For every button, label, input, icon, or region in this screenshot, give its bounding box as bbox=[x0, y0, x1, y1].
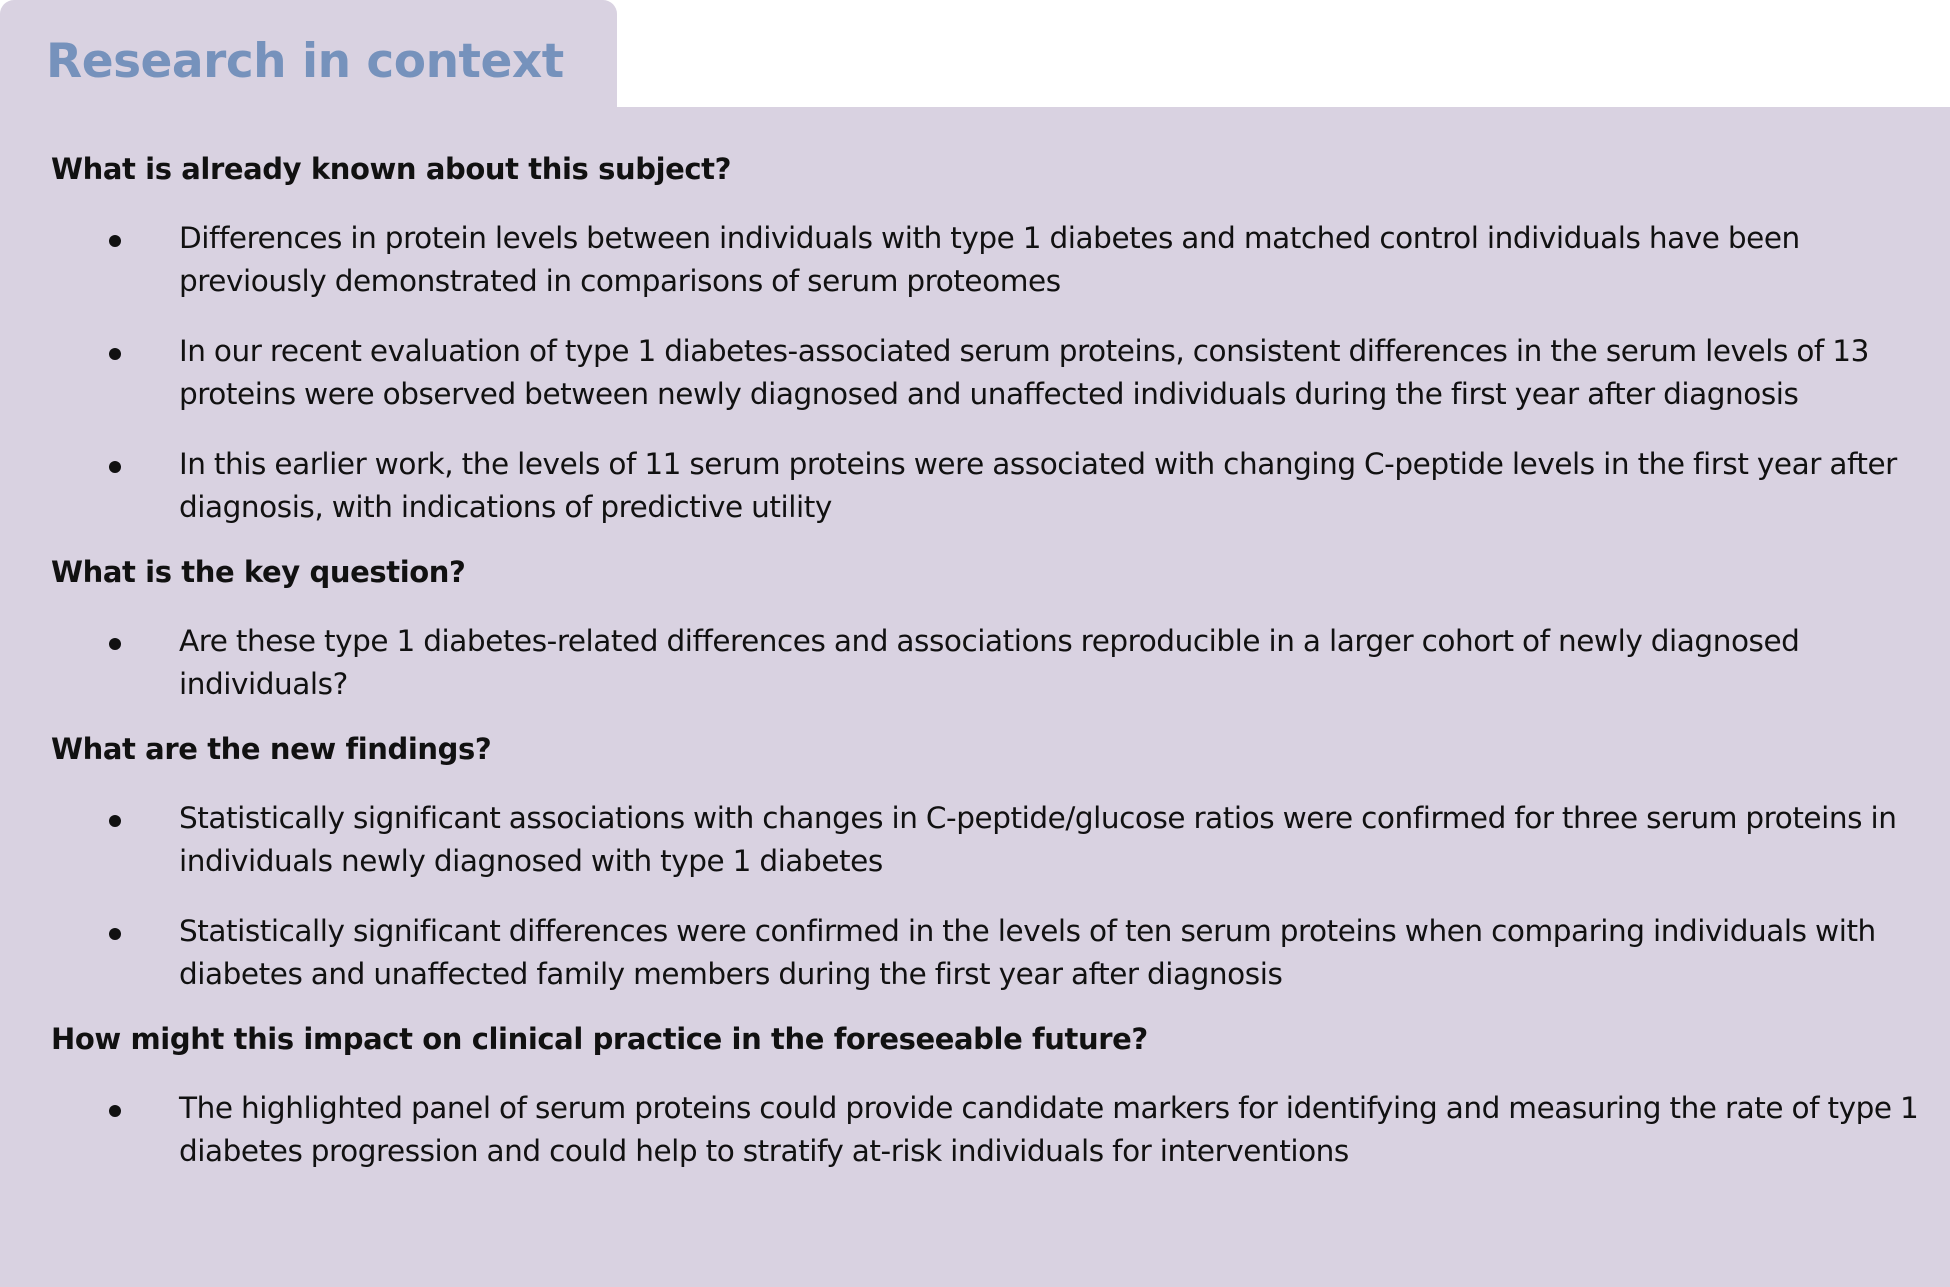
bullet-text: Statistically significant differences were confirmed in the levels of ten serum proteins when comparing individuals with diabetes and unaffected family members during the first year after diagnosis bbox=[179, 914, 1876, 991]
bullet-icon bbox=[109, 235, 121, 247]
bullet-point bbox=[51, 910, 1921, 996]
bullet-point bbox=[51, 1087, 1921, 1173]
bullet-icon bbox=[109, 1105, 121, 1117]
bullet-text: In our recent evaluation of type 1 diabetes-associated serum proteins, consistent differences in the serum levels of 13 proteins were observed between newly diagnosed and unaffected individuals during the first year after diagnosis bbox=[179, 334, 1869, 411]
bullet-point bbox=[51, 217, 1921, 303]
bullet-point bbox=[51, 330, 1921, 416]
bullet-list bbox=[51, 797, 1921, 996]
title-tab bbox=[0, 0, 617, 112]
section-heading: How might this impact on clinical practice in the foreseeable future? bbox=[51, 1022, 1148, 1056]
bullet-icon bbox=[109, 348, 121, 360]
bullet-icon bbox=[109, 815, 121, 827]
bullet-icon bbox=[109, 928, 121, 940]
bullet-list bbox=[51, 620, 1921, 706]
bullet-text: In this earlier work, the levels of 11 serum proteins were associated with changing C-peptide levels in the first year after diagnosis, with indications of predictive utility bbox=[179, 447, 1897, 524]
bullet-list bbox=[51, 1087, 1921, 1173]
section-heading: What are the new findings? bbox=[51, 732, 492, 766]
bullet-text: Statistically significant associations with changes in C-peptide/glucose ratios were confirmed for three serum proteins in individuals newly diagnosed with type 1 diabetes bbox=[179, 801, 1897, 878]
section-key-question bbox=[51, 551, 1921, 706]
section-new-findings bbox=[51, 728, 1921, 996]
bullet-point bbox=[51, 620, 1921, 706]
research-context-content bbox=[51, 148, 1921, 1173]
section-already-known bbox=[51, 148, 1921, 529]
bullet-point bbox=[51, 797, 1921, 883]
section-clinical-impact bbox=[51, 1018, 1921, 1173]
bullet-point bbox=[51, 443, 1921, 529]
section-heading: What is already known about this subject? bbox=[51, 152, 732, 186]
bullet-text: The highlighted panel of serum proteins could provide candidate markers for identifying and measuring the rate of type 1 diabetes progression and could help to stratify at-risk individuals for interventions bbox=[179, 1091, 1919, 1168]
section-heading: What is the key question? bbox=[51, 555, 466, 589]
bullet-list bbox=[51, 217, 1921, 529]
bullet-icon bbox=[109, 461, 121, 473]
bullet-text: Differences in protein levels between individuals with type 1 diabetes and matched control individuals have been previously demonstrated in comparisons of serum proteomes bbox=[179, 221, 1800, 298]
box-title: Research in context bbox=[46, 34, 564, 89]
bullet-text: Are these type 1 diabetes-related differences and associations reproducible in a larger cohort of newly diagnosed individuals? bbox=[179, 624, 1800, 701]
bullet-icon bbox=[109, 638, 121, 650]
